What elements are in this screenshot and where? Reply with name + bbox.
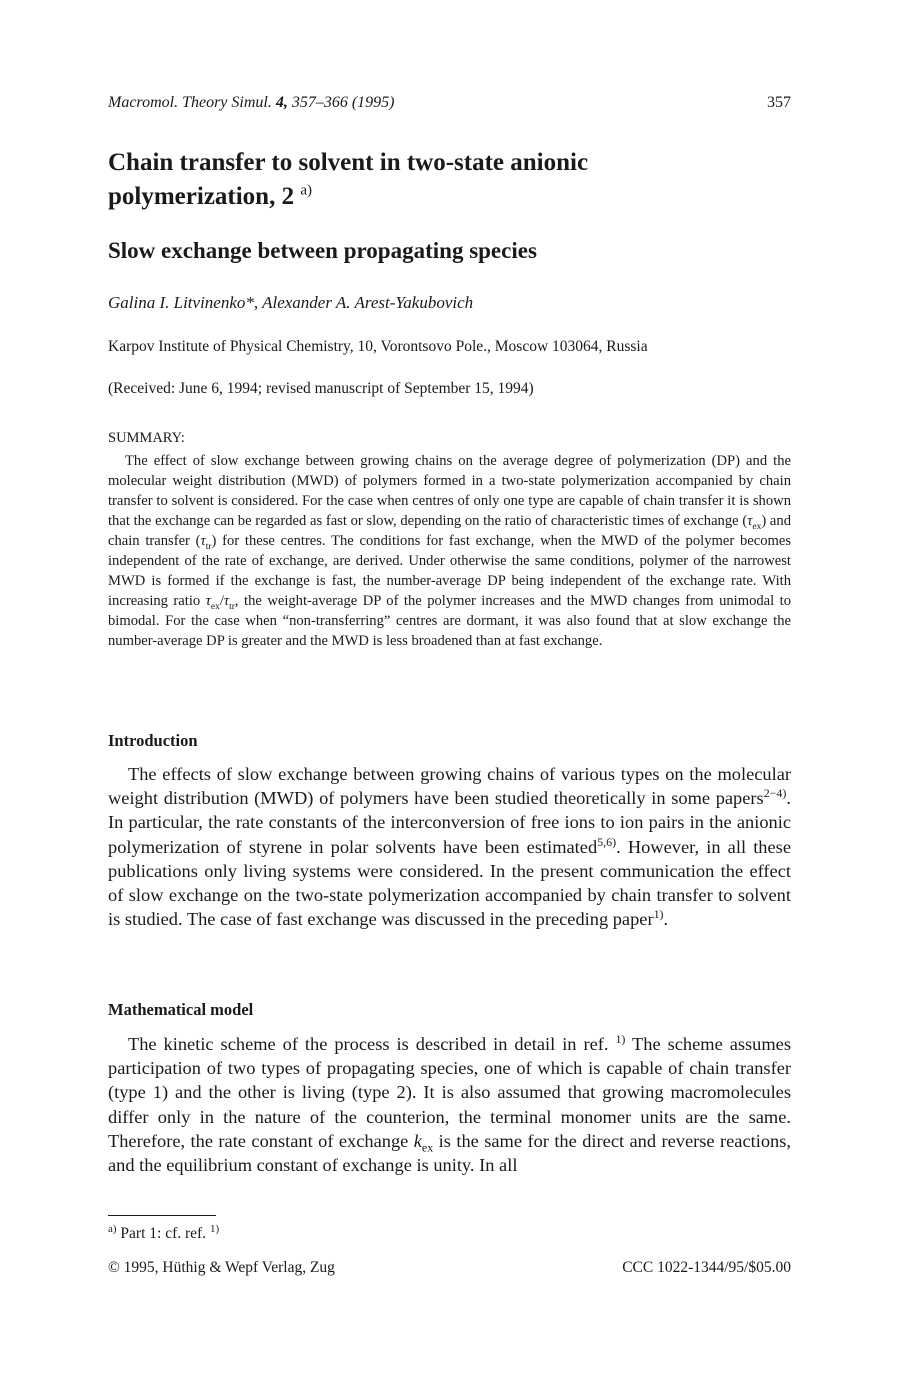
summary-text-1: The effect of slow exchange between growing chains on the average degree of polymerization (DP) and the molecular weight distribution (MWD) of polymers formed in a two-state polymerization accompanied by chain transfer to solvent is considered. For the case when centres of only one type are capable of chain transfer it is shown that the exchange can be regarded as fast or slow, depending on the ratio of characteristic times of exchange (	[108, 453, 791, 529]
tau-symbol: τ	[223, 593, 230, 609]
author-list: Galina I. Litvinenko*, Alexander A. Arest-Yakubovich	[108, 293, 474, 312]
affiliation: Karpov Institute of Physical Chemistry, 10, Vorontsovo Pole., Moscow 103064, Russia	[108, 338, 648, 355]
subscript-ex: ex	[752, 521, 762, 532]
summary-text-3: ) for these centres. The conditions for fast exchange, when the MWD of the polymer becomes independent of the rate of exchange, are derived. Under otherwise the same conditions, polymer of the narrowest MWD is formed if the exchange is fast, the number-average DP being independent of the exchange rate. With increasing ratio	[108, 533, 791, 609]
introduction-paragraph	[108, 762, 791, 931]
copyright-notice: © 1995, Hüthig & Wepf Verlag, Zug	[108, 1259, 335, 1276]
summary-paragraph	[108, 451, 791, 651]
received-dates: (Received: June 6, 1994; revised manuscript of September 15, 1994)	[108, 380, 534, 397]
intro-text-2: . In particular, the rate constants of the interconversion of free ions to ion pairs in the anionic polymerization of styrene in polar solvents have been estimated	[108, 788, 791, 857]
ratio-slash: /	[219, 593, 224, 609]
article-subtitle: Slow exchange between propagating species	[108, 238, 537, 263]
tau-symbol: τ	[200, 533, 206, 549]
citation-ref: 1)	[615, 1031, 626, 1046]
journal-volume: 4,	[275, 94, 288, 111]
intro-text-3: . However, in all these publications only living systems were considered. In the present communication the effect of slow exchange on the two-state polymerization accompanied by chain transfer to solvent is studied. The case of fast exchange was discussed in the preceding paper	[108, 836, 791, 930]
summary-text-2: ) and chain transfer (	[108, 513, 791, 549]
journal-pages-year: 357–366 (1995)	[291, 94, 395, 111]
citation-ref: 2−4)	[763, 786, 787, 801]
journal-citation	[108, 94, 395, 112]
intro-text-4: .	[663, 909, 669, 930]
footnote	[108, 1222, 220, 1243]
subscript-tr: tr	[205, 541, 212, 552]
model-text-2: The scheme assumes participation of two types of propagating species, one of which is capable of chain transfer (type 1) and the other is living (type 2). It is also assumed that growing macromolecules differ only in the nature of the counterion, the terminal monomer units are the same. Therefore, the rate constant of exchange	[108, 1034, 791, 1151]
title-note-mark: a)	[300, 182, 312, 199]
subscript-ex: ex	[421, 1140, 434, 1155]
footnote-rule	[108, 1215, 216, 1216]
summary-heading: SUMMARY:	[108, 430, 185, 446]
subscript-ex: ex	[210, 601, 220, 612]
citation-ref: 1)	[209, 1222, 220, 1235]
model-text-3: is the same for the direct and reverse reactions, and the equilibrium constant of exchange is unity. In all	[108, 1130, 791, 1176]
journal-name: Macromol. Theory Simul.	[108, 94, 272, 111]
page-number: 357	[767, 94, 791, 111]
model-paragraph	[108, 1032, 791, 1177]
title-text: Chain transfer to solvent in two-state anionic polymerization, 2	[108, 149, 589, 210]
subscript-tr: tr	[229, 601, 235, 612]
footnote-text: Part 1: cf. ref.	[116, 1225, 207, 1242]
intro-text-1: The effects of slow exchange between growing chains of various types on the molecular weight distribution (MWD) of polymers have been studied theoretically in some papers	[108, 764, 791, 809]
citation-ref: 1)	[653, 907, 664, 922]
tau-symbol: τ	[205, 593, 211, 609]
summary-text-4: , the weight-average DP of the polymer increases and the MWD changes from unimodal to bimodal. For the case when “non-transferring” centres are dormant, it was also found that at slow exchange the number-average DP is greater and the MWD is less broadened than at fast exchange.	[108, 593, 792, 649]
k-symbol: k	[413, 1130, 422, 1151]
article-title	[108, 146, 728, 214]
model-text-1: The kinetic scheme of the process is described in detail in ref.	[128, 1034, 609, 1054]
introduction-heading: Introduction	[108, 731, 198, 750]
footnote-mark: a)	[108, 1222, 117, 1235]
citation-ref: 5,6)	[597, 834, 617, 849]
ccc-code: CCC 1022-1344/95/$05.00	[622, 1259, 791, 1276]
model-heading: Mathematical model	[108, 1000, 254, 1019]
tau-symbol: τ	[747, 513, 753, 529]
